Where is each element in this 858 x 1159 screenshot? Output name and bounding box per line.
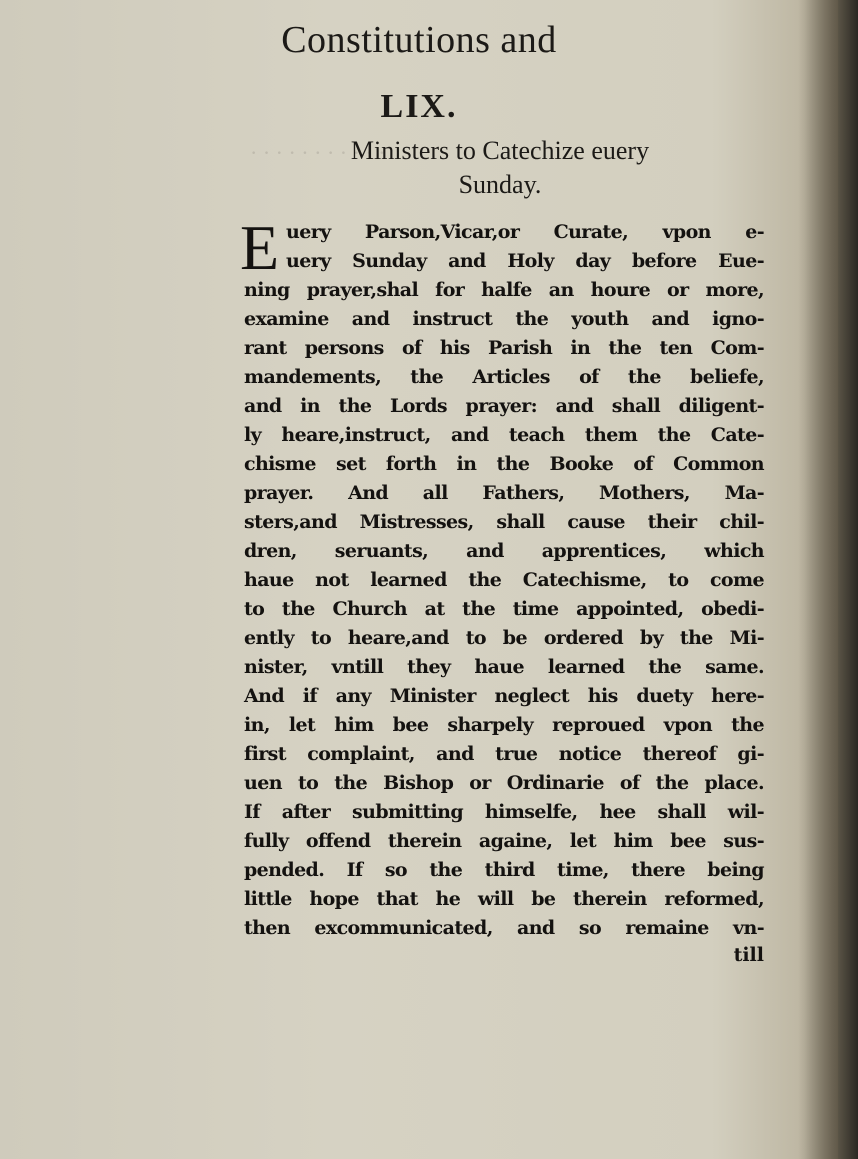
body-line: If after submitting himselfe, hee shall wil-	[244, 801, 764, 823]
body-line: mandements, the Articles of the beliefe,	[244, 366, 764, 388]
body-line: examine and instruct the youth and igno-	[244, 308, 764, 330]
canon-number: LIX.	[380, 88, 458, 125]
body-line: chisme set forth in the Booke of Common	[244, 453, 764, 475]
body-line: in, let him bee sharpely reproued vpon the	[244, 714, 764, 736]
body-line: And if any Minister neglect his duety here-	[244, 685, 764, 707]
body-line: little hope that he will be therein reformed,	[244, 888, 764, 910]
body-line: ly heare,instruct, and teach them the Cate-	[244, 424, 764, 446]
heading-line: Ministers to Catechize euery	[350, 136, 650, 165]
body-line: uery Sunday and Holy day before Eue-	[286, 250, 764, 272]
heading-line: Sunday.	[458, 170, 542, 199]
body-line: ning prayer,shal for halfe an houre or more,	[244, 279, 764, 301]
body-line: nister, vntill they haue learned the same.	[244, 656, 764, 678]
drop-cap: E	[240, 212, 280, 283]
body-line: pended. If so the third time, there being	[244, 859, 764, 881]
body-line: first complaint, and true notice thereof gi-	[244, 743, 764, 765]
body-line: rant persons of his Parish in the ten Com-	[244, 337, 764, 359]
page-edge-shadow	[838, 0, 858, 1159]
body-line: and in the Lords prayer: and shall diligent-	[244, 395, 764, 417]
body-line: then excommunicated, and so remaine vn-	[244, 917, 764, 939]
body-line: uery Parson,Vicar,or Curate, vpon e-	[286, 221, 764, 243]
body-line: to the Church at the time appointed, obedi-	[244, 598, 764, 620]
body-line: prayer. And all Fathers, Mothers, Ma-	[244, 482, 764, 504]
running-head: Constitutions and	[281, 19, 557, 61]
show-through-text: · · · · · · · · · · ·	[250, 140, 386, 165]
canon-body	[240, 212, 764, 943]
body-line: haue not learned the Catechisme, to come	[244, 569, 764, 591]
body-line: dren, seruants, and apprentices, which	[244, 540, 764, 562]
canon-heading	[240, 134, 760, 202]
body-line: ently to heare,and to be ordered by the Mi-	[244, 627, 764, 649]
body-line: sters,and Mistresses, shall cause their chil-	[244, 511, 764, 533]
body-line: uen to the Bishop or Ordinarie of the place.	[244, 772, 764, 794]
catchword: till	[733, 944, 764, 966]
body-line: fully offend therein againe, let him bee sus-	[244, 830, 764, 852]
